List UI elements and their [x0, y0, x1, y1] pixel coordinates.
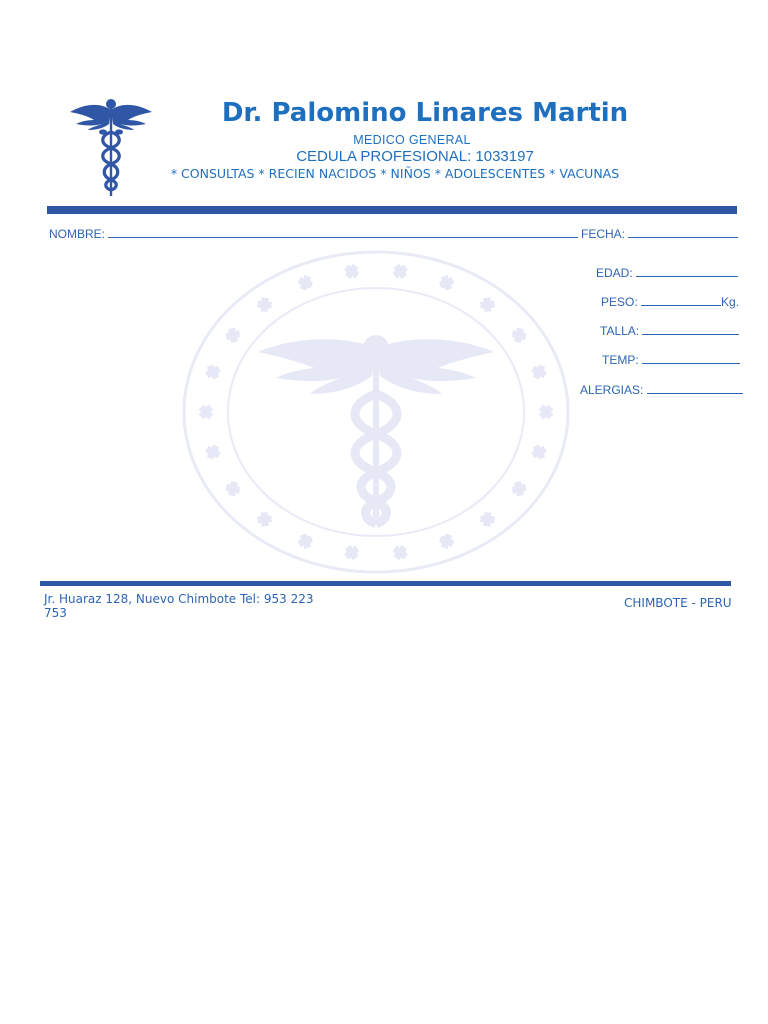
patient-name-field[interactable] [49, 226, 578, 241]
watermark-cross-icon [225, 480, 242, 497]
age-label: EDAD: [596, 266, 633, 280]
watermark-cross-icon [342, 262, 362, 282]
watermark-cross-icon [511, 480, 528, 497]
doctor-name: Dr. Palomino Linares Martin [221, 98, 629, 128]
weight-label: PESO: [601, 295, 638, 309]
watermark-cross-icon [438, 532, 456, 550]
allergies-label: ALERGIAS: [580, 383, 644, 397]
temperature-label: TEMP: [602, 353, 639, 367]
watermark-cross-icon [530, 362, 549, 381]
watermark-cross-icon [196, 402, 216, 422]
watermark-cross-icon [296, 274, 314, 292]
name-blank-line [108, 226, 578, 238]
watermark-cross-icon [203, 443, 222, 462]
age-blank-line [636, 265, 738, 277]
caduceus-watermark-icon [180, 248, 572, 576]
allergies-field[interactable] [580, 382, 743, 397]
temperature-blank-line [642, 352, 740, 364]
watermark-cross-icon [511, 327, 528, 344]
height-field[interactable] [600, 323, 739, 338]
header-divider [47, 206, 737, 214]
allergies-blank-line [647, 382, 743, 394]
services-list: * CONSULTAS * RECIEN NACIDOS * NIÑOS * ADOLESCENTES * VACUNAS [170, 166, 620, 181]
specialty: MEDICO GENERAL [353, 133, 471, 147]
date-blank-line [628, 226, 738, 238]
watermark-cross-icon [203, 362, 222, 381]
name-label: NOMBRE: [49, 227, 106, 241]
weight-blank-line [641, 294, 721, 306]
weight-unit: Kg. [721, 295, 740, 309]
temperature-field[interactable] [602, 352, 740, 367]
height-blank-line [642, 323, 739, 335]
date-field[interactable] [581, 226, 738, 241]
watermark-cross-icon [480, 297, 495, 312]
age-field[interactable] [596, 265, 738, 280]
footer-divider [40, 581, 731, 586]
watermark-cross-icon [480, 512, 495, 527]
professional-license: CEDULA PROFESIONAL: 1033197 [296, 148, 534, 165]
watermark-cross-icon [342, 543, 362, 563]
watermark-cross-icon [257, 512, 272, 527]
watermark-cross-icon [390, 262, 410, 282]
clinic-city: CHIMBOTE - PERU [624, 596, 732, 610]
date-label: FECHA: [581, 227, 626, 241]
watermark-cross-icon [530, 443, 549, 462]
height-label: TALLA: [600, 324, 640, 338]
clinic-address: Jr. Huaraz 128, Nuevo Chimbote Tel: 953 223 753 [44, 592, 314, 620]
watermark-cross-icon [296, 532, 314, 550]
caduceus-icon [66, 92, 156, 200]
weight-field[interactable] [601, 294, 739, 309]
watermark-cross-icon [225, 327, 242, 344]
watermark-cross-icon [536, 402, 556, 422]
watermark-cross-icon [257, 297, 272, 312]
watermark-cross-icon [438, 274, 456, 292]
watermark-cross-icon [390, 543, 410, 563]
